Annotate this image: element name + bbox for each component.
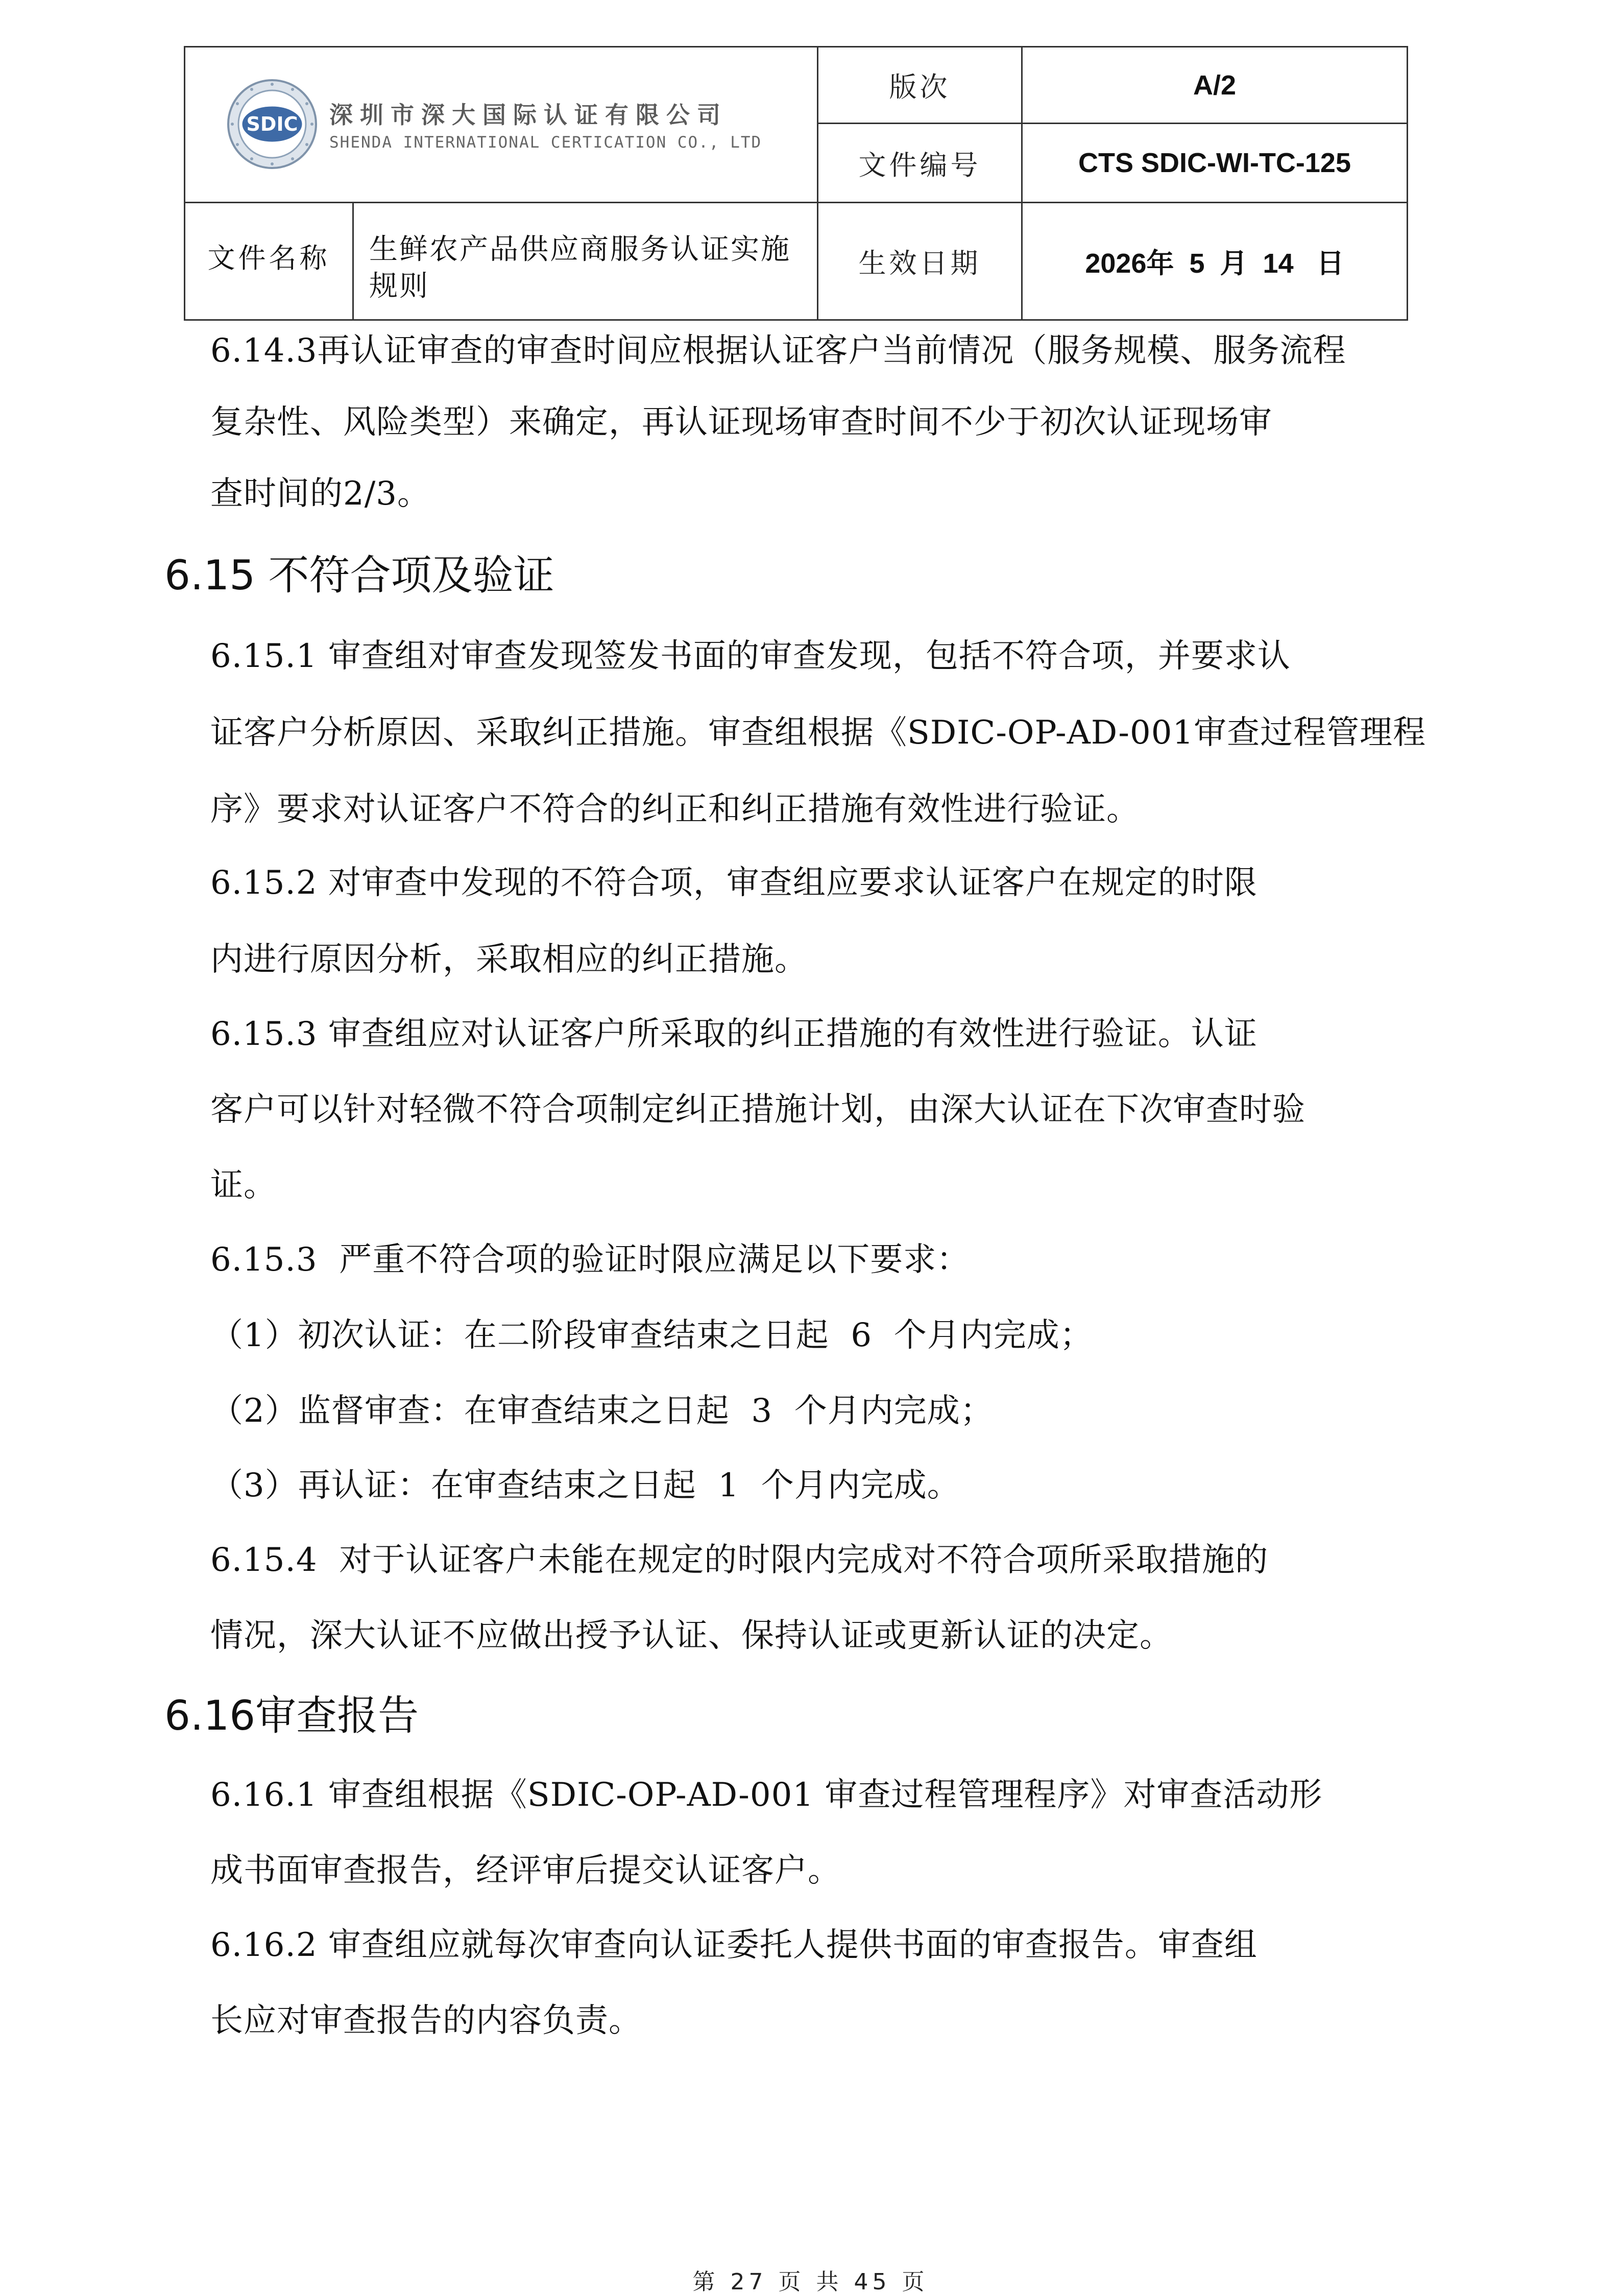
page-number: 第 27 页 共 45 页: [692, 2269, 929, 2295]
effective-date-value-cell: [1022, 203, 1408, 320]
version-value-cell: [1022, 47, 1408, 124]
paragraph-line: 证客户分析原因、采取纠正措施。审查组根据《SDIC-OP-AD-001审查过程管理程: [210, 714, 1426, 752]
doc-name-line-1: 生鲜农产品供应商服务认证实施: [369, 233, 791, 266]
paragraph-line: 6.15.4 对于认证客户未能在规定的时限内完成对不符合项所采取措施的: [210, 1541, 1269, 1579]
doc-name-line-2: 规则: [369, 270, 429, 303]
paragraph-line: 6.16.1 审查组根据《SDIC-OP-AD-001 审查过程管理程序》对审查活动形: [210, 1776, 1323, 1814]
paragraph-line: 6.15.1 审查组对审查发现签发书面的审查发现，包括不符合项，并要求认: [210, 637, 1291, 675]
version-value: A/2: [1193, 69, 1237, 101]
document-header-table: [184, 46, 1408, 321]
paragraph-line: 6.15.3 审查组应对认证客户所采取的纠正措施的有效性进行验证。认证: [210, 1015, 1257, 1053]
company-logo-cell: [185, 47, 818, 203]
doc-name-label: 文件名称: [207, 242, 330, 274]
company-name-cn: 深圳市深大国际认证有限公司: [329, 101, 728, 129]
paragraph-line: 查时间的2/3。: [210, 475, 430, 513]
doc-number-label: 文件编号: [858, 149, 981, 181]
version-label: 版次: [889, 71, 951, 103]
sdic-seal-icon: [226, 78, 318, 170]
svg-text:SDIC: SDIC: [246, 113, 298, 135]
version-label-cell: [818, 47, 1022, 124]
paragraph-line: 情况，深大认证不应做出授予认证、保持认证或更新认证的决定。: [210, 1617, 1173, 1655]
doc-name-label-cell: [185, 203, 353, 320]
paragraph-line: 内进行原因分析，采取相应的纠正措施。: [210, 941, 808, 978]
company-name-en: SHENDA INTERNATIONAL CERTICATION CO., LTD: [329, 133, 762, 152]
doc-number-value: CTS SDIC-WI-TC-125: [1078, 148, 1351, 178]
paragraph-line: 成书面审查报告，经评审后提交认证客户。: [210, 1852, 841, 1890]
paragraph-line: 6.15.3 严重不符合项的验证时限应满足以下要求：: [210, 1241, 970, 1279]
effective-date-label: 生效日期: [858, 247, 981, 279]
paragraph-line: 6.14.3再认证审查的审查时间应根据认证客户当前情况（服务规模、服务流程: [210, 332, 1346, 370]
list-item: （3）再认证：在审查结束之日起 1 个月内完成。: [210, 1467, 960, 1504]
effective-date-label-cell: [818, 203, 1022, 320]
company-logo: [226, 78, 762, 170]
paragraph-line: 序》要求对认证客户不符合的纠正和纠正措施有效性进行验证。: [210, 791, 1140, 828]
section-heading-6-15: 6.15 不符合项及验证: [164, 552, 554, 599]
paragraph-line: 客户可以针对轻微不符合项制定纠正措施计划，由深大认证在下次审查时验: [210, 1091, 1305, 1129]
paragraph-line: 6.15.2 对审查中发现的不符合项，审查组应要求认证客户在规定的时限: [210, 864, 1257, 902]
list-item: （1）初次认证：在二阶段审查结束之日起 6 个月内完成；: [210, 1317, 1093, 1354]
doc-name-value-cell: [353, 203, 818, 320]
effective-date-value: 2026年 5 月 14 日: [1085, 248, 1344, 279]
list-item: （2）监督审查：在审查结束之日起 3 个月内完成；: [210, 1392, 994, 1430]
doc-number-value-cell: [1022, 124, 1408, 203]
paragraph-line: 证。: [210, 1166, 277, 1204]
section-heading-6-16: 6.16审查报告: [164, 1692, 419, 1739]
doc-number-label-cell: [818, 124, 1022, 203]
paragraph-line: 6.16.2 审查组应就每次审查向认证委托人提供书面的审查报告。审查组: [210, 1926, 1257, 1964]
paragraph-line: 长应对审查报告的内容负责。: [210, 2002, 642, 2040]
paragraph-line: 复杂性、风险类型）来确定，再认证现场审查时间不少于初次认证现场审: [210, 403, 1272, 441]
